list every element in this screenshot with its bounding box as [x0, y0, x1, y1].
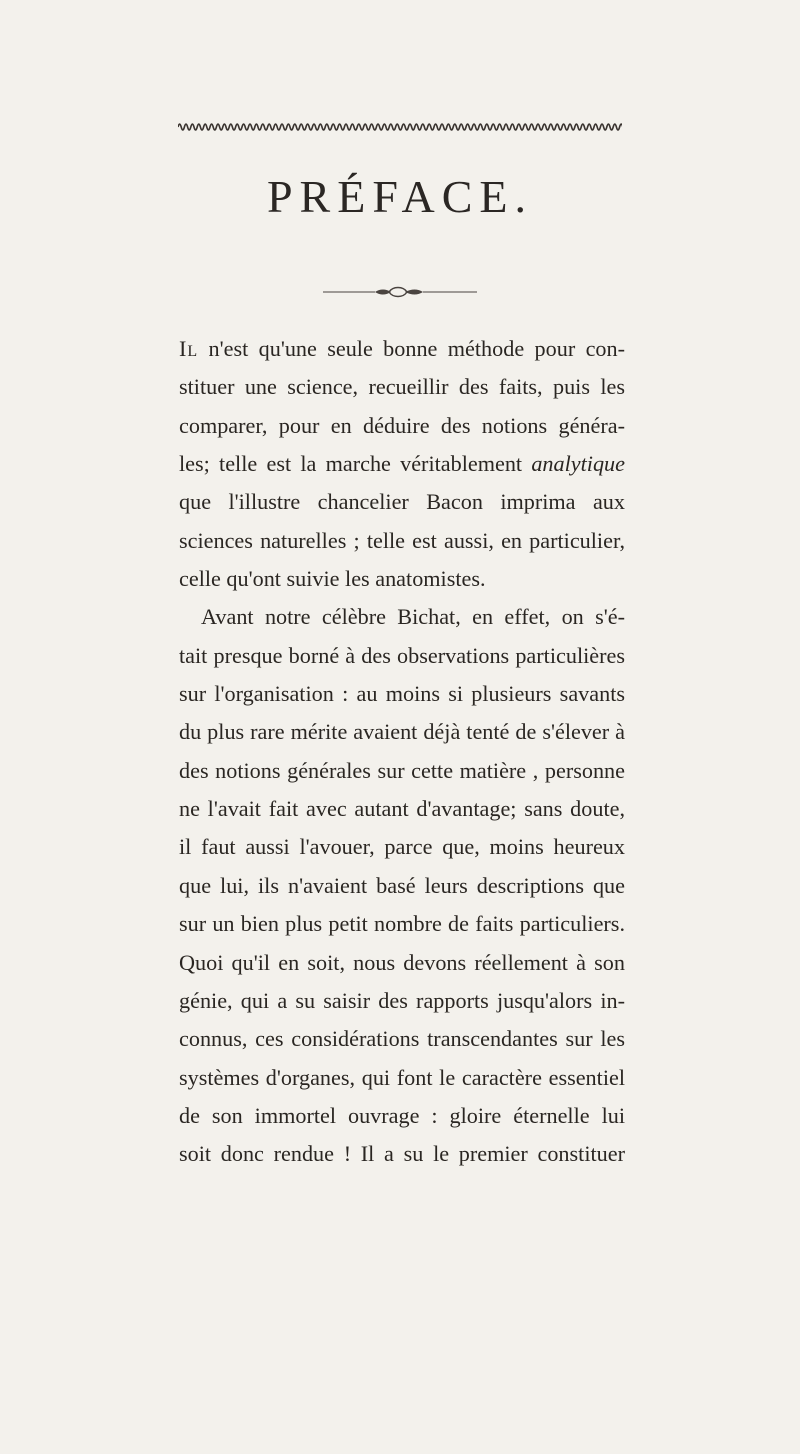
- text-line: connus, ces considérations transcendantes sur les: [179, 1026, 625, 1052]
- text-line: comparer, pour en déduire des notions généra-: [179, 412, 625, 438]
- decorative-rule-icon: [323, 286, 477, 298]
- emphasized-word: analytique: [531, 451, 625, 477]
- text-line: Il n'est qu'une seule bonne méthode pour con-: [179, 336, 625, 361]
- text-line: Quoi qu'il en soit, nous devons réellement à son: [179, 949, 625, 975]
- text-line: des notions générales sur cette matière , personne: [179, 757, 625, 783]
- text-line: celle qu'ont suivie les anatomistes.: [179, 566, 486, 592]
- text-line: de son immortel ouvrage : gloire éternelle lui: [179, 1102, 625, 1128]
- text-line: stituer une science, recueillir des faits, puis les: [179, 374, 625, 400]
- text-line: génie, qui a su saisir des rapports jusqu'alors in-: [179, 987, 625, 1013]
- text-line: tait presque borné à des observations particulières: [179, 642, 625, 668]
- text-line: sur l'organisation : au moins si plusieurs savants: [179, 681, 625, 707]
- text-line: systèmes d'organes, qui font le caractère essentiel: [179, 1064, 625, 1090]
- opening-word: Il: [179, 336, 199, 361]
- text-line: il faut aussi l'avouer, parce que, moins heureux: [179, 834, 625, 860]
- text-line: les; telle est la marche véritablement analytique: [179, 451, 625, 477]
- text-line: Avant notre célèbre Bichat, en effet, on s'é-: [201, 604, 625, 630]
- preface-paragraph: [179, 330, 625, 1174]
- text-line: que l'illustre chancelier Bacon imprima aux: [179, 489, 625, 515]
- page-title: PRÉFACE.: [266, 171, 534, 222]
- text-line: du plus rare mérite avaient déjà tenté de s'élever à: [179, 719, 625, 745]
- text-line: que lui, ils n'avaient basé leurs descriptions que: [179, 872, 625, 898]
- text-line: ne l'avait fait avec autant d'avantage; sans doute,: [179, 796, 625, 822]
- text-line: soit donc rendue ! Il a su le premier constituer: [179, 1141, 625, 1167]
- wavy-ornament-band-icon: [178, 120, 622, 134]
- text-line: sciences naturelles ; telle est aussi, en particulier,: [179, 527, 625, 553]
- text-line: sur un bien plus petit nombre de faits particuliers.: [179, 911, 625, 937]
